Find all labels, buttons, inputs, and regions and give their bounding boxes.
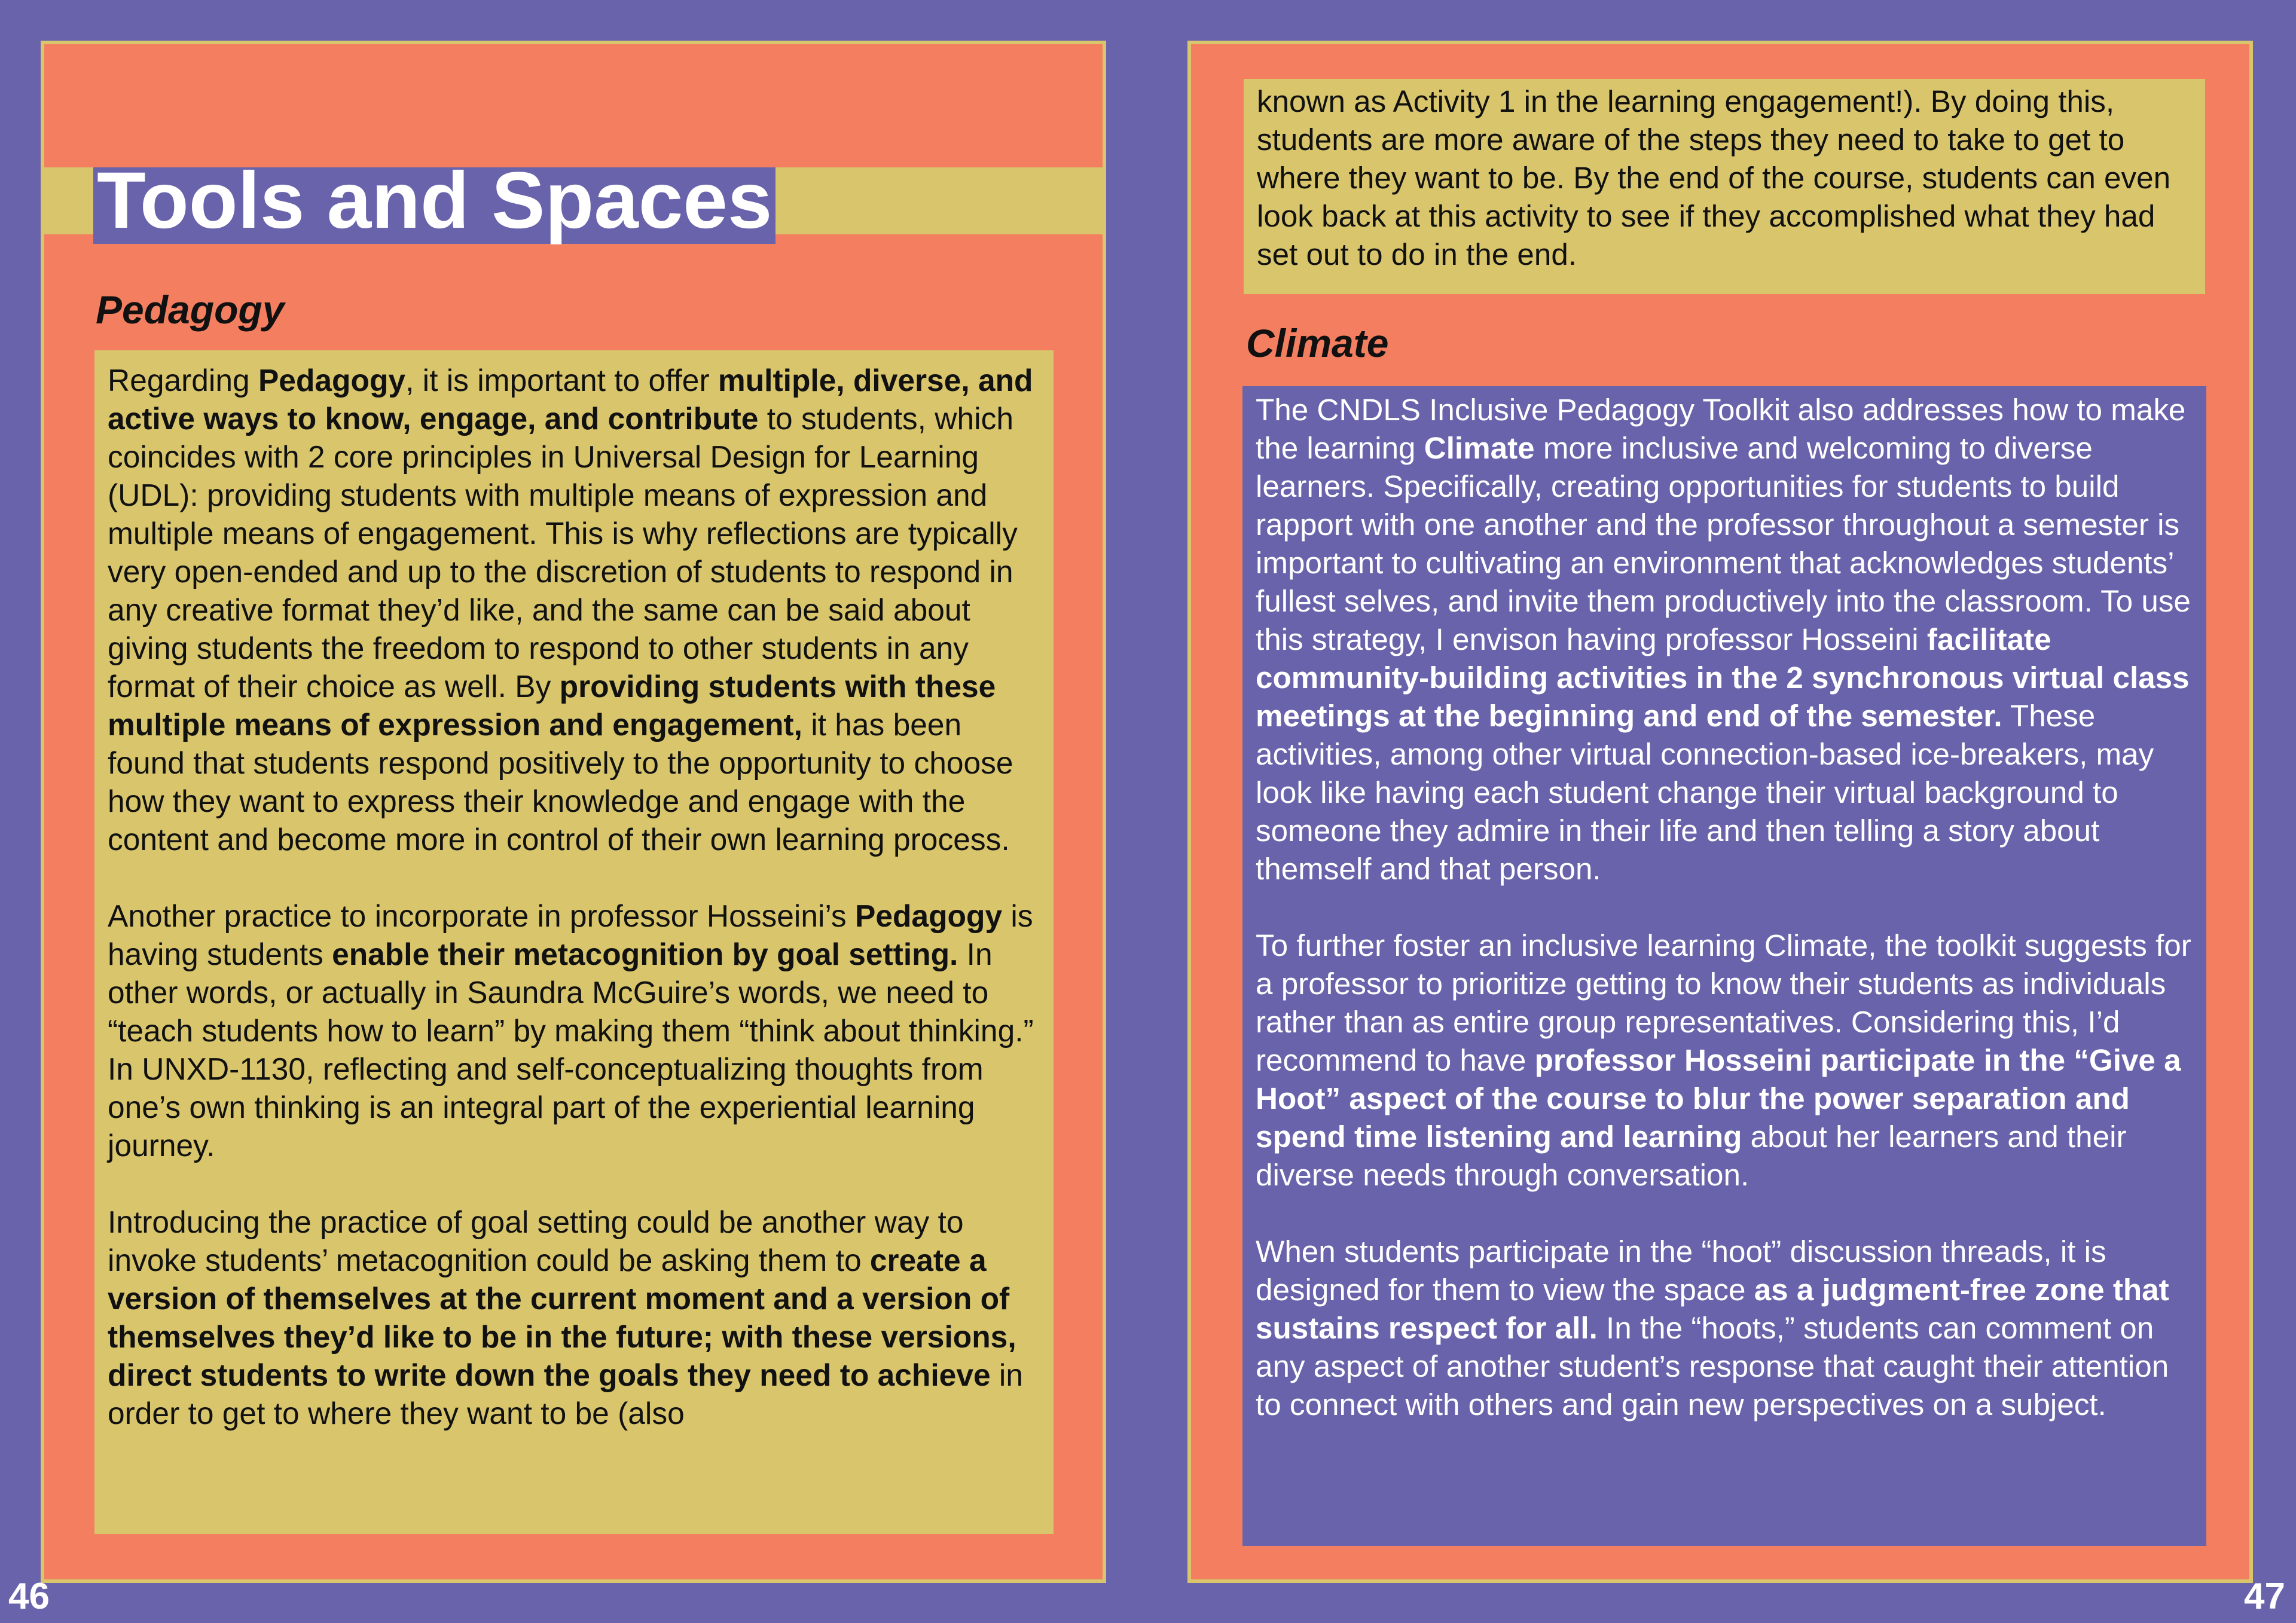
text: is having students bbox=[108, 898, 1033, 971]
pedagogy-text-box bbox=[94, 350, 1054, 1534]
text: Introducing the practice of goal setting could be another way to invoke students’ metacognition could be asking them to bbox=[108, 1205, 964, 1277]
bold-text: Pedagogy bbox=[258, 363, 406, 398]
page-number-left: 46 bbox=[8, 1576, 50, 1617]
bold-text: providing students with these multiple means of expression and engagement, bbox=[108, 669, 996, 742]
text: Regarding bbox=[108, 363, 258, 398]
text: more inclusive and welcoming to diverse learners. Specifically, creating opportunities for students to build rapport with one another and the professor throughout a semester is important to cultivating an environment that acknowledges students’ fullest selves, and invite them productively into the classroom. To use this strategy, I envison having professor Hosseini bbox=[1256, 431, 2191, 656]
text: In the “hoots,” students can comment on any aspect of another student’s response that caught their attention to connect with others and gain new perspectives on a subject. bbox=[1256, 1311, 2169, 1422]
bold-text: as a judgment-free zone that sustains respect for all. bbox=[1256, 1273, 2169, 1345]
page-title: Tools and Spaces bbox=[93, 167, 775, 234]
bold-text: Climate bbox=[1424, 431, 1535, 465]
text: Another practice to incorporate in professor Hosseini’s bbox=[108, 898, 855, 933]
bold-text: multiple, diverse, and active ways to know, engage, and contribute bbox=[108, 363, 1033, 436]
bold-text: create a version of themselves at the current moment and a version of themselves they’d like to be in the future; with these versions, direct students to write down the goals they need to achieve bbox=[108, 1243, 1016, 1392]
paragraph bbox=[1256, 1233, 2199, 1424]
text: These activities, among other virtual connection-based ice-breakers, may look like having each student change their virtual background to someone they admire in their life and then telling a story about themself and that person. bbox=[1256, 699, 2154, 886]
paragraph bbox=[108, 897, 1040, 1164]
text: it has been found that students respond positively to the opportunity to choose how they want to express their knowledge and engage with the content and become more in control of their own learning process. bbox=[108, 707, 1013, 857]
pedagogy-heading: Pedagogy bbox=[96, 288, 285, 332]
paragraph bbox=[1256, 391, 2199, 888]
text: , it is important to offer bbox=[405, 363, 718, 398]
text: known as Activity 1 in the learning engagement!). By doing this, students are more aware of the steps they need to take to get to where they want to be. By the end of the course, students can even look back at this activity to see if they accomplished what they had set out to do in the end. bbox=[1257, 84, 2171, 271]
page-number-right: 47 bbox=[2244, 1576, 2285, 1617]
paragraph bbox=[108, 361, 1040, 858]
left-page bbox=[41, 41, 1106, 1583]
bold-text: professor Hosseini participate in the “Give a Hoot” aspect of the course to blur the power separation and spend time listening and learning bbox=[1256, 1043, 2181, 1154]
bold-text: facilitate community-building activities in the 2 synchronous virtual class meetings at the beginning and end of the semester. bbox=[1256, 622, 2190, 733]
text: In other words, or actually in Saundra McGuire’s words, we need to “teach students how to learn” by making them “think about thinking.” In UNXD-1130, reflecting and self-conceptualizing thoughts from one’s own thinking is an integral part of the experiential learning journey. bbox=[108, 937, 1034, 1163]
text: The CNDLS Inclusive Pedagogy Toolkit also addresses how to make the learning bbox=[1256, 393, 2186, 465]
climate-text-box bbox=[1242, 386, 2206, 1546]
text: in order to get to where they want to be (also bbox=[108, 1358, 1024, 1431]
continuation-text-box bbox=[1244, 79, 2205, 294]
climate-heading: Climate bbox=[1246, 321, 1389, 365]
paragraph bbox=[108, 1203, 1040, 1432]
text: about her learners and their diverse needs through conversation. bbox=[1256, 1120, 2127, 1192]
right-page bbox=[1187, 41, 2253, 1583]
text: When students participate in the “hoot” discussion threads, it is designed for them to view the space bbox=[1256, 1234, 2106, 1307]
text: To further foster an inclusive learning Climate, the toolkit suggests for a professor to prioritize getting to know their students as individuals rather than as entire group representatives. Considering this, I’d recommend to have bbox=[1256, 928, 2191, 1077]
paragraph bbox=[1257, 82, 2191, 274]
text: to students, which coincides with 2 core principles in Universal Design for Learning (UDL): providing students with multiple means of expression and multiple means of engagement. This is why reflections are typically very open-ended and up to the discretion of students to respond in any creative format they’d like, and the same can be said about giving students the freedom to respond to other students in any format of their choice as well. By bbox=[108, 401, 1018, 704]
bold-text: enable their metacognition by goal setting. bbox=[332, 937, 958, 971]
bold-text: Pedagogy bbox=[854, 898, 1003, 933]
paragraph bbox=[1256, 927, 2199, 1194]
